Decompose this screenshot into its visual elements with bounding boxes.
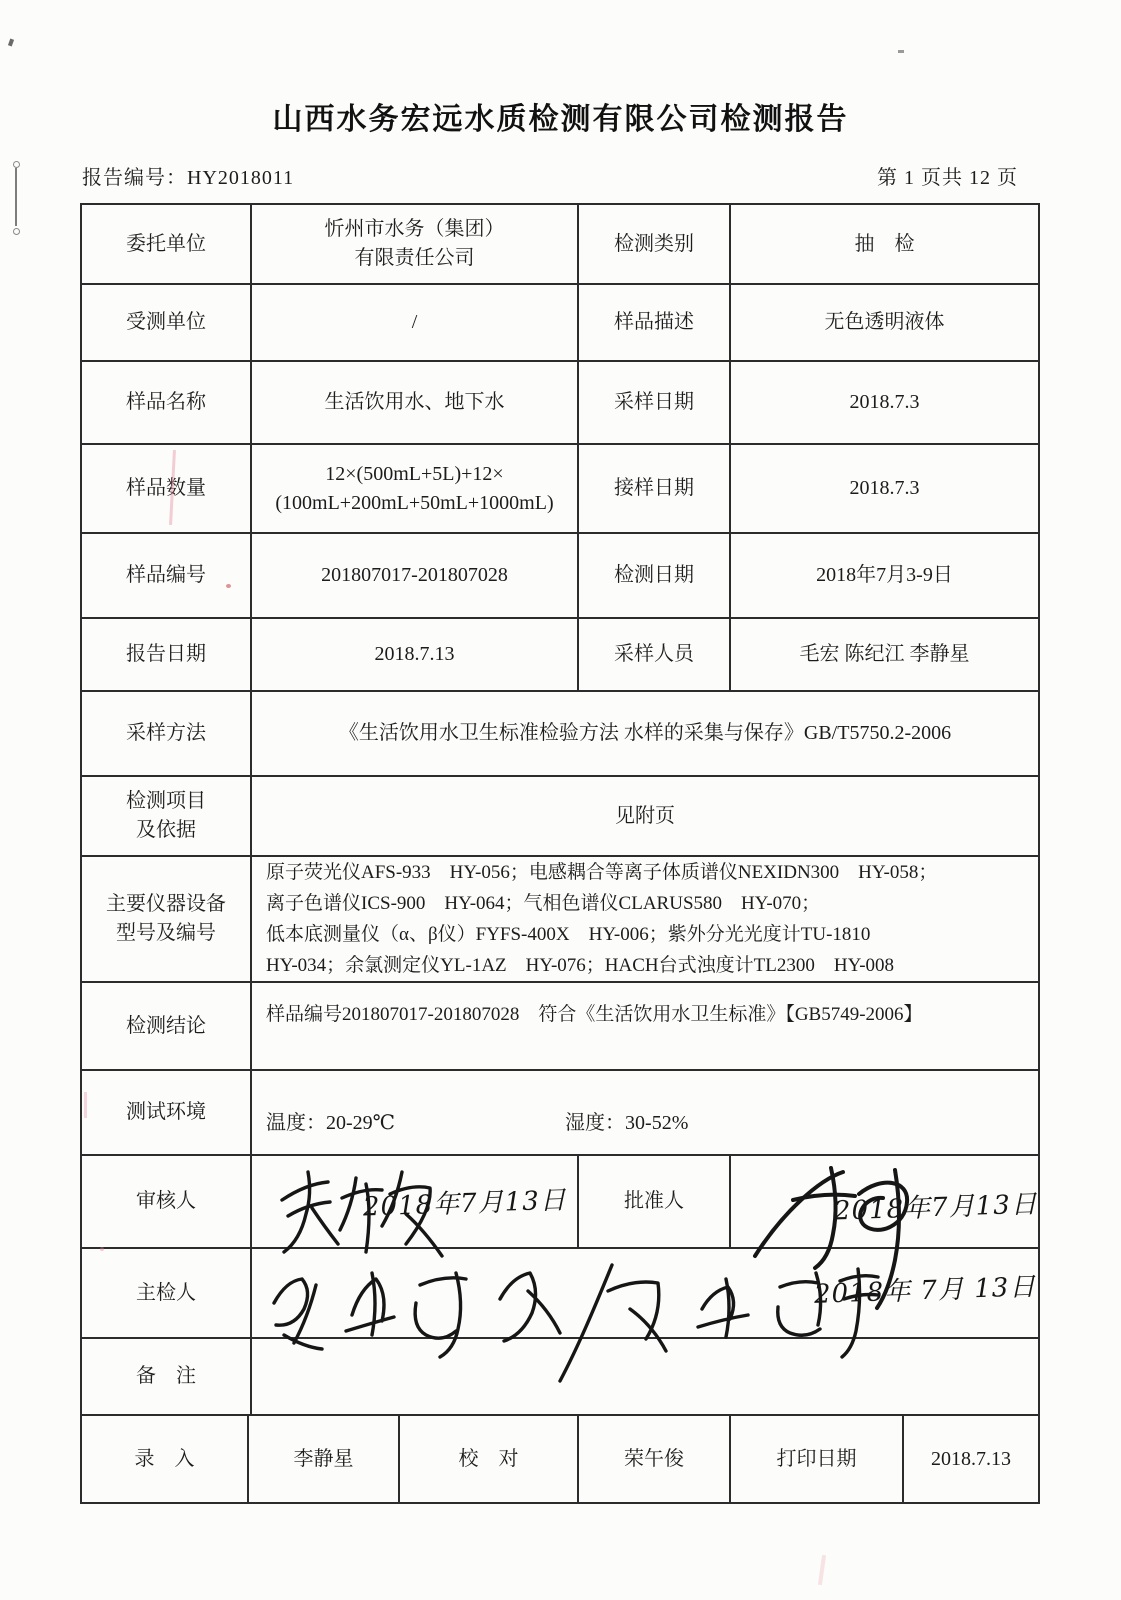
cell-text: 荣午俊 [624,1447,684,1470]
approver-date-handwritten: 2018年7月13日 [833,1189,1039,1227]
cell-text: 采样日期 [614,391,694,413]
cell-text: 主要仪器设备 [106,893,226,915]
value-sampling-personnel [731,619,1038,690]
cell-text: 型号及编号 [116,922,216,944]
table-row-entrusting-unit [82,205,1038,285]
scan-mark-dot [13,161,20,168]
table-row-conclusion [82,983,1038,1071]
label-conclusion [82,983,252,1069]
label-sample-description [579,285,731,360]
approver-signature-area [731,1156,1038,1247]
reviewer-signature-area [252,1156,579,1247]
cell-text: 接样日期 [614,477,694,499]
cell-text: 采样方法 [126,722,206,744]
instrument-line: HY-034；余氯测定仪YL-1AZ HY-076；HACH台式浊度计TL2300 HY-008 [266,955,895,976]
value-sample-description [731,285,1038,360]
cell-text: 2018.7.13 [931,1447,1011,1470]
label-entrusting-unit [82,205,252,283]
report-number: 报告编号：HY2018011 [82,167,295,189]
table-row-remarks [82,1339,1038,1416]
cell-text: 李静星 [293,1447,354,1470]
cell-text: 12×(500mL+5L)+12× [325,462,504,485]
cell-text: 备 注 [136,1365,196,1387]
table-row-sampling-method [82,692,1038,777]
pink-smudge [818,1555,826,1585]
cell-text: 批准人 [624,1190,684,1212]
label-approver [579,1156,731,1247]
table-row-instruments [82,857,1038,983]
cell-text: 报告日期 [126,643,206,665]
label-sampling-method [82,692,252,775]
cell-text: 样品编号 [126,564,206,586]
cell-text: 主检人 [136,1281,196,1304]
value-test-environment [252,1071,1038,1154]
cell-text: 有限责任公司 [354,247,475,269]
table-row-sample-name [82,362,1038,445]
value-receiving-date [731,445,1038,532]
value-tested-unit [252,285,579,360]
label-print-date [731,1416,904,1502]
value-sampling-method [252,692,1038,775]
scan-speck [898,50,904,53]
cell-text: 及依据 [136,819,196,841]
page-indicator: 第 1 页共 12 页 [877,167,1018,189]
label-test-category [579,205,731,283]
cell-text: 检测结论 [126,1014,206,1037]
cell-text: 采样人员 [614,643,694,665]
table-row-report-date [82,619,1038,692]
cell-text: 2018年7月3-9日 [816,564,953,586]
pink-smudge [84,1092,87,1118]
cell-text: 见附页 [615,804,675,827]
cell-text: 检测类别 [614,232,694,255]
value-conclusion [252,983,1038,1069]
scan-mark-dot [13,228,20,235]
cell-text: 样品编号201807017-201807028 符合《生活饮用水卫生标准》【GB5749-2006】 [266,1004,923,1025]
cell-text: 毛宏 陈纪江 李静星 [799,643,970,665]
value-sample-number [252,534,579,617]
label-test-items [82,777,252,855]
cell-text: 忻州市水务（集团） [324,218,505,240]
cell-text: 样品描述 [614,311,694,333]
cell-text: 样品数量 [126,477,206,499]
cell-text: 测试环境 [126,1101,206,1123]
label-sample-quantity [82,445,252,532]
label-proofread [400,1416,579,1502]
label-receiving-date [579,445,731,532]
red-speck [226,584,231,588]
value-sample-quantity [252,445,579,532]
scan-speck [8,39,14,47]
instrument-line: 原子荧光仪AFS-933 HY-056；电感耦合等离子体质谱仪NEXIDN300 HY-058； [266,862,938,883]
label-tested-unit [82,285,252,360]
label-test-environment [82,1071,252,1154]
value-sampling-date [731,362,1038,443]
cell-text: (100mL+200mL+50mL+1000mL) [275,491,554,514]
value-report-date [252,619,579,690]
cell-text: 2018.7.3 [849,391,920,413]
label-sampling-personnel [579,619,731,690]
cell-text: / [411,311,418,333]
inspectors-date-handwritten: 2018年 7月 13日 [813,1272,1037,1310]
meta-line [82,161,1018,190]
cell-text: 委托单位 [126,232,206,255]
inspectors-signature-area [252,1249,1038,1337]
cell-text: 《生活饮用水卫生标准检验方法 水样的采集与保存》GB/T5750.2-2006 [338,722,952,744]
cell-text: 样品名称 [126,391,206,413]
value-entrusting-unit [252,205,579,283]
cell-text: 2018.7.13 [374,643,455,665]
instrument-line: 离子色谱仪ICS-900 HY-064；气相色谱仪CLARUS580 HY-070； [266,893,821,914]
cell-text: 201807017-201807028 [321,564,508,586]
report-info-table [80,203,1040,1504]
table-row-tested-unit [82,285,1038,362]
value-proofread [579,1416,731,1502]
label-test-date [579,534,731,617]
label-chief-inspector [82,1249,252,1337]
cell-text: 抽 检 [854,232,915,255]
cell-text: 2018.7.3 [849,477,920,499]
label-sample-number [82,534,252,617]
cell-text: 检测项目 [126,790,206,812]
table-row-sample-quantity [82,445,1038,534]
cell-text: 检测日期 [614,564,694,586]
value-instruments [252,857,1038,981]
value-test-date [731,534,1038,617]
cell-text: 打印日期 [776,1447,857,1470]
humidity-value: 湿度：30-52% [565,1112,689,1134]
label-report-date [82,619,252,690]
label-sample-name [82,362,252,443]
cell-text: 录 入 [134,1447,195,1470]
table-row-test-environment [82,1071,1038,1156]
instrument-line: 低本底测量仪（α、β仪）FYFS-400X HY-006；紫外分光光度计TU-1810 [266,924,871,945]
label-instruments [82,857,252,981]
value-test-category [731,205,1038,283]
pink-speck [100,1247,104,1251]
value-test-items [252,777,1038,855]
cell-text: 审核人 [136,1190,196,1212]
label-entry [82,1416,249,1502]
label-reviewer [82,1156,252,1247]
temperature-value: 温度：20-29℃ [266,1112,396,1134]
reviewer-date-handwritten: 2018年7月13日 [362,1185,568,1223]
table-row-chief-inspectors [82,1249,1038,1339]
table-row-entry-proofread [82,1416,1038,1502]
table-row-test-items [82,777,1038,857]
cell-text: 校 对 [458,1447,519,1470]
cell-text: 受测单位 [126,311,206,333]
label-remarks [82,1339,252,1414]
label-sampling-date [579,362,731,443]
value-print-date [904,1416,1038,1502]
cell-text: 无色透明液体 [824,311,945,333]
table-row-sample-number [82,534,1038,619]
scan-mark-line [15,168,17,226]
table-row-reviewer-approver [82,1156,1038,1249]
page-title: 山西水务宏远水质检测有限公司检测报告 [272,103,849,136]
cell-text: 生活饮用水、地下水 [324,391,505,413]
value-remarks [252,1339,1038,1414]
value-entry [249,1416,400,1502]
value-sample-name [252,362,579,443]
